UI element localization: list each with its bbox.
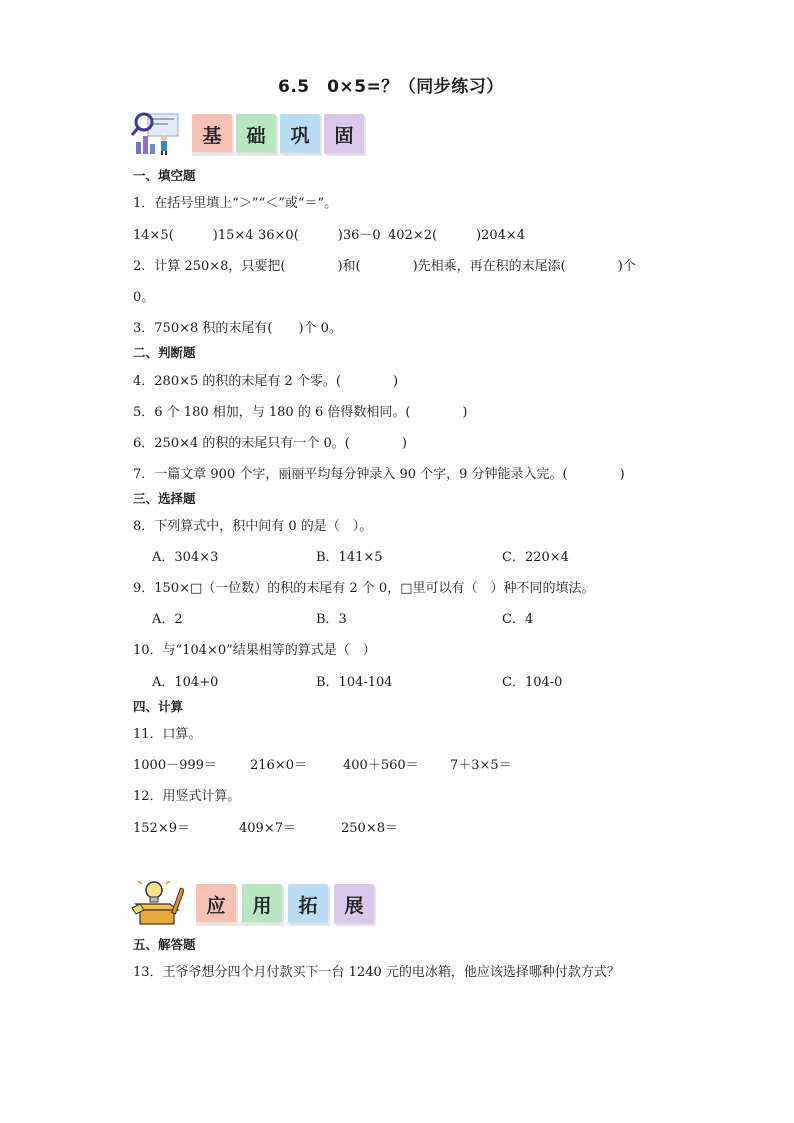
section-heading-judge: 二、判断题 xyxy=(133,345,196,360)
banner1-char-4: 固 xyxy=(334,124,354,147)
banner2-tile-3 xyxy=(288,884,328,924)
q11-item-2: 216×0＝ xyxy=(250,758,307,773)
q1-item-2: 36×0( )36－0 xyxy=(258,228,381,243)
question-6: 6．250×4 的积的末尾只有一个 0。( ) xyxy=(133,436,407,451)
banner1-char-1: 基 xyxy=(202,124,222,147)
banner2-char-2: 用 xyxy=(252,894,272,917)
question-7: 7．一篇文章 900 个字，丽丽平均每分钟录入 90 个字，9 分钟能录入完。( ) xyxy=(133,467,625,482)
q12-item-1: 152×9＝ xyxy=(133,821,190,836)
q12-item-3: 250×8＝ xyxy=(341,821,398,836)
banner1-char-3: 巩 xyxy=(290,124,310,147)
q8-option-c: C．220×4 xyxy=(502,550,569,565)
q10-option-c: C．104-0 xyxy=(502,675,563,690)
question-10: 10．与“104×0”结果相等的算式是（ ） xyxy=(133,643,376,658)
banner1-tile-4 xyxy=(324,114,364,154)
q11-item-3: 400＋560＝ xyxy=(343,758,419,773)
q11-item-1: 1000－999＝ xyxy=(133,758,217,773)
banner1-shadow xyxy=(192,152,382,156)
q12-item-2: 409×7＝ xyxy=(239,821,296,836)
q1-item-3: 402×2( )204×4 xyxy=(388,228,526,243)
magnifier-chart-icon xyxy=(130,108,184,156)
question-4: 4．280×5 的积的末尾有 2 个零。( ) xyxy=(133,374,399,389)
banner1-char-2: 础 xyxy=(246,124,266,147)
banner2-char-3: 拓 xyxy=(298,894,318,917)
q10-option-a: A．104+0 xyxy=(152,675,219,690)
question-11: 11．口算。 xyxy=(133,727,202,742)
box-lightbulb-icon xyxy=(130,878,184,926)
question-3: 3．750×8 积的末尾有( )个 0。 xyxy=(133,321,342,336)
question-12: 12．用竖式计算。 xyxy=(133,789,241,804)
question-8: 8．下列算式中，积中间有 0 的是（ ）。 xyxy=(133,519,373,534)
banner2-tile-1 xyxy=(196,884,236,924)
question-2-cont: 0。 xyxy=(133,290,155,305)
banner-basic xyxy=(130,108,390,156)
banner1-tile-2 xyxy=(236,114,276,154)
banner2-tile-4 xyxy=(334,884,374,924)
section-heading-fill: 一、填空题 xyxy=(133,168,196,183)
q8-option-b: B．141×5 xyxy=(316,550,383,565)
section-heading-calc: 四、计算 xyxy=(133,699,184,714)
page-title: 6.5 0×5=？（同步练习） xyxy=(278,77,504,97)
q1-item-1: 14×5( )15×4 xyxy=(133,228,254,243)
banner-extension xyxy=(130,878,400,926)
q9-option-c: C．4 xyxy=(502,612,534,627)
question-13: 13．王爷爷想分四个月付款买下一台 1240 元的电冰箱，他应该选择哪种付款方式？ xyxy=(133,965,620,980)
banner1-tile-3 xyxy=(280,114,320,154)
question-5: 5．6 个 180 相加，与 180 的 6 倍得数相同。( ) xyxy=(133,405,468,420)
q11-item-4: 7＋3×5＝ xyxy=(450,758,512,773)
banner1-tile-1 xyxy=(192,114,232,154)
q8-option-a: A．304×3 xyxy=(152,550,219,565)
q9-option-a: A．2 xyxy=(152,612,183,627)
q10-option-b: B．104-104 xyxy=(316,675,393,690)
q9-option-b: B．3 xyxy=(316,612,347,627)
banner2-char-4: 展 xyxy=(344,894,364,917)
banner2-shadow xyxy=(196,922,392,926)
section-heading-choice: 三、选择题 xyxy=(133,491,196,506)
question-1: 1．在括号里填上“＞”“＜”或“＝”。 xyxy=(133,196,338,211)
banner2-char-1: 应 xyxy=(206,894,226,917)
banner2-tile-2 xyxy=(242,884,282,924)
question-9: 9．150×□（一位数）的积的末尾有 2 个 0，□里可以有（ ）种不同的填法。 xyxy=(133,581,595,596)
question-2: 2．计算 250×8，只要把( )和( )先相乘，再在积的末尾添( )个 xyxy=(133,259,636,274)
section-heading-solve: 五、解答题 xyxy=(133,937,196,952)
